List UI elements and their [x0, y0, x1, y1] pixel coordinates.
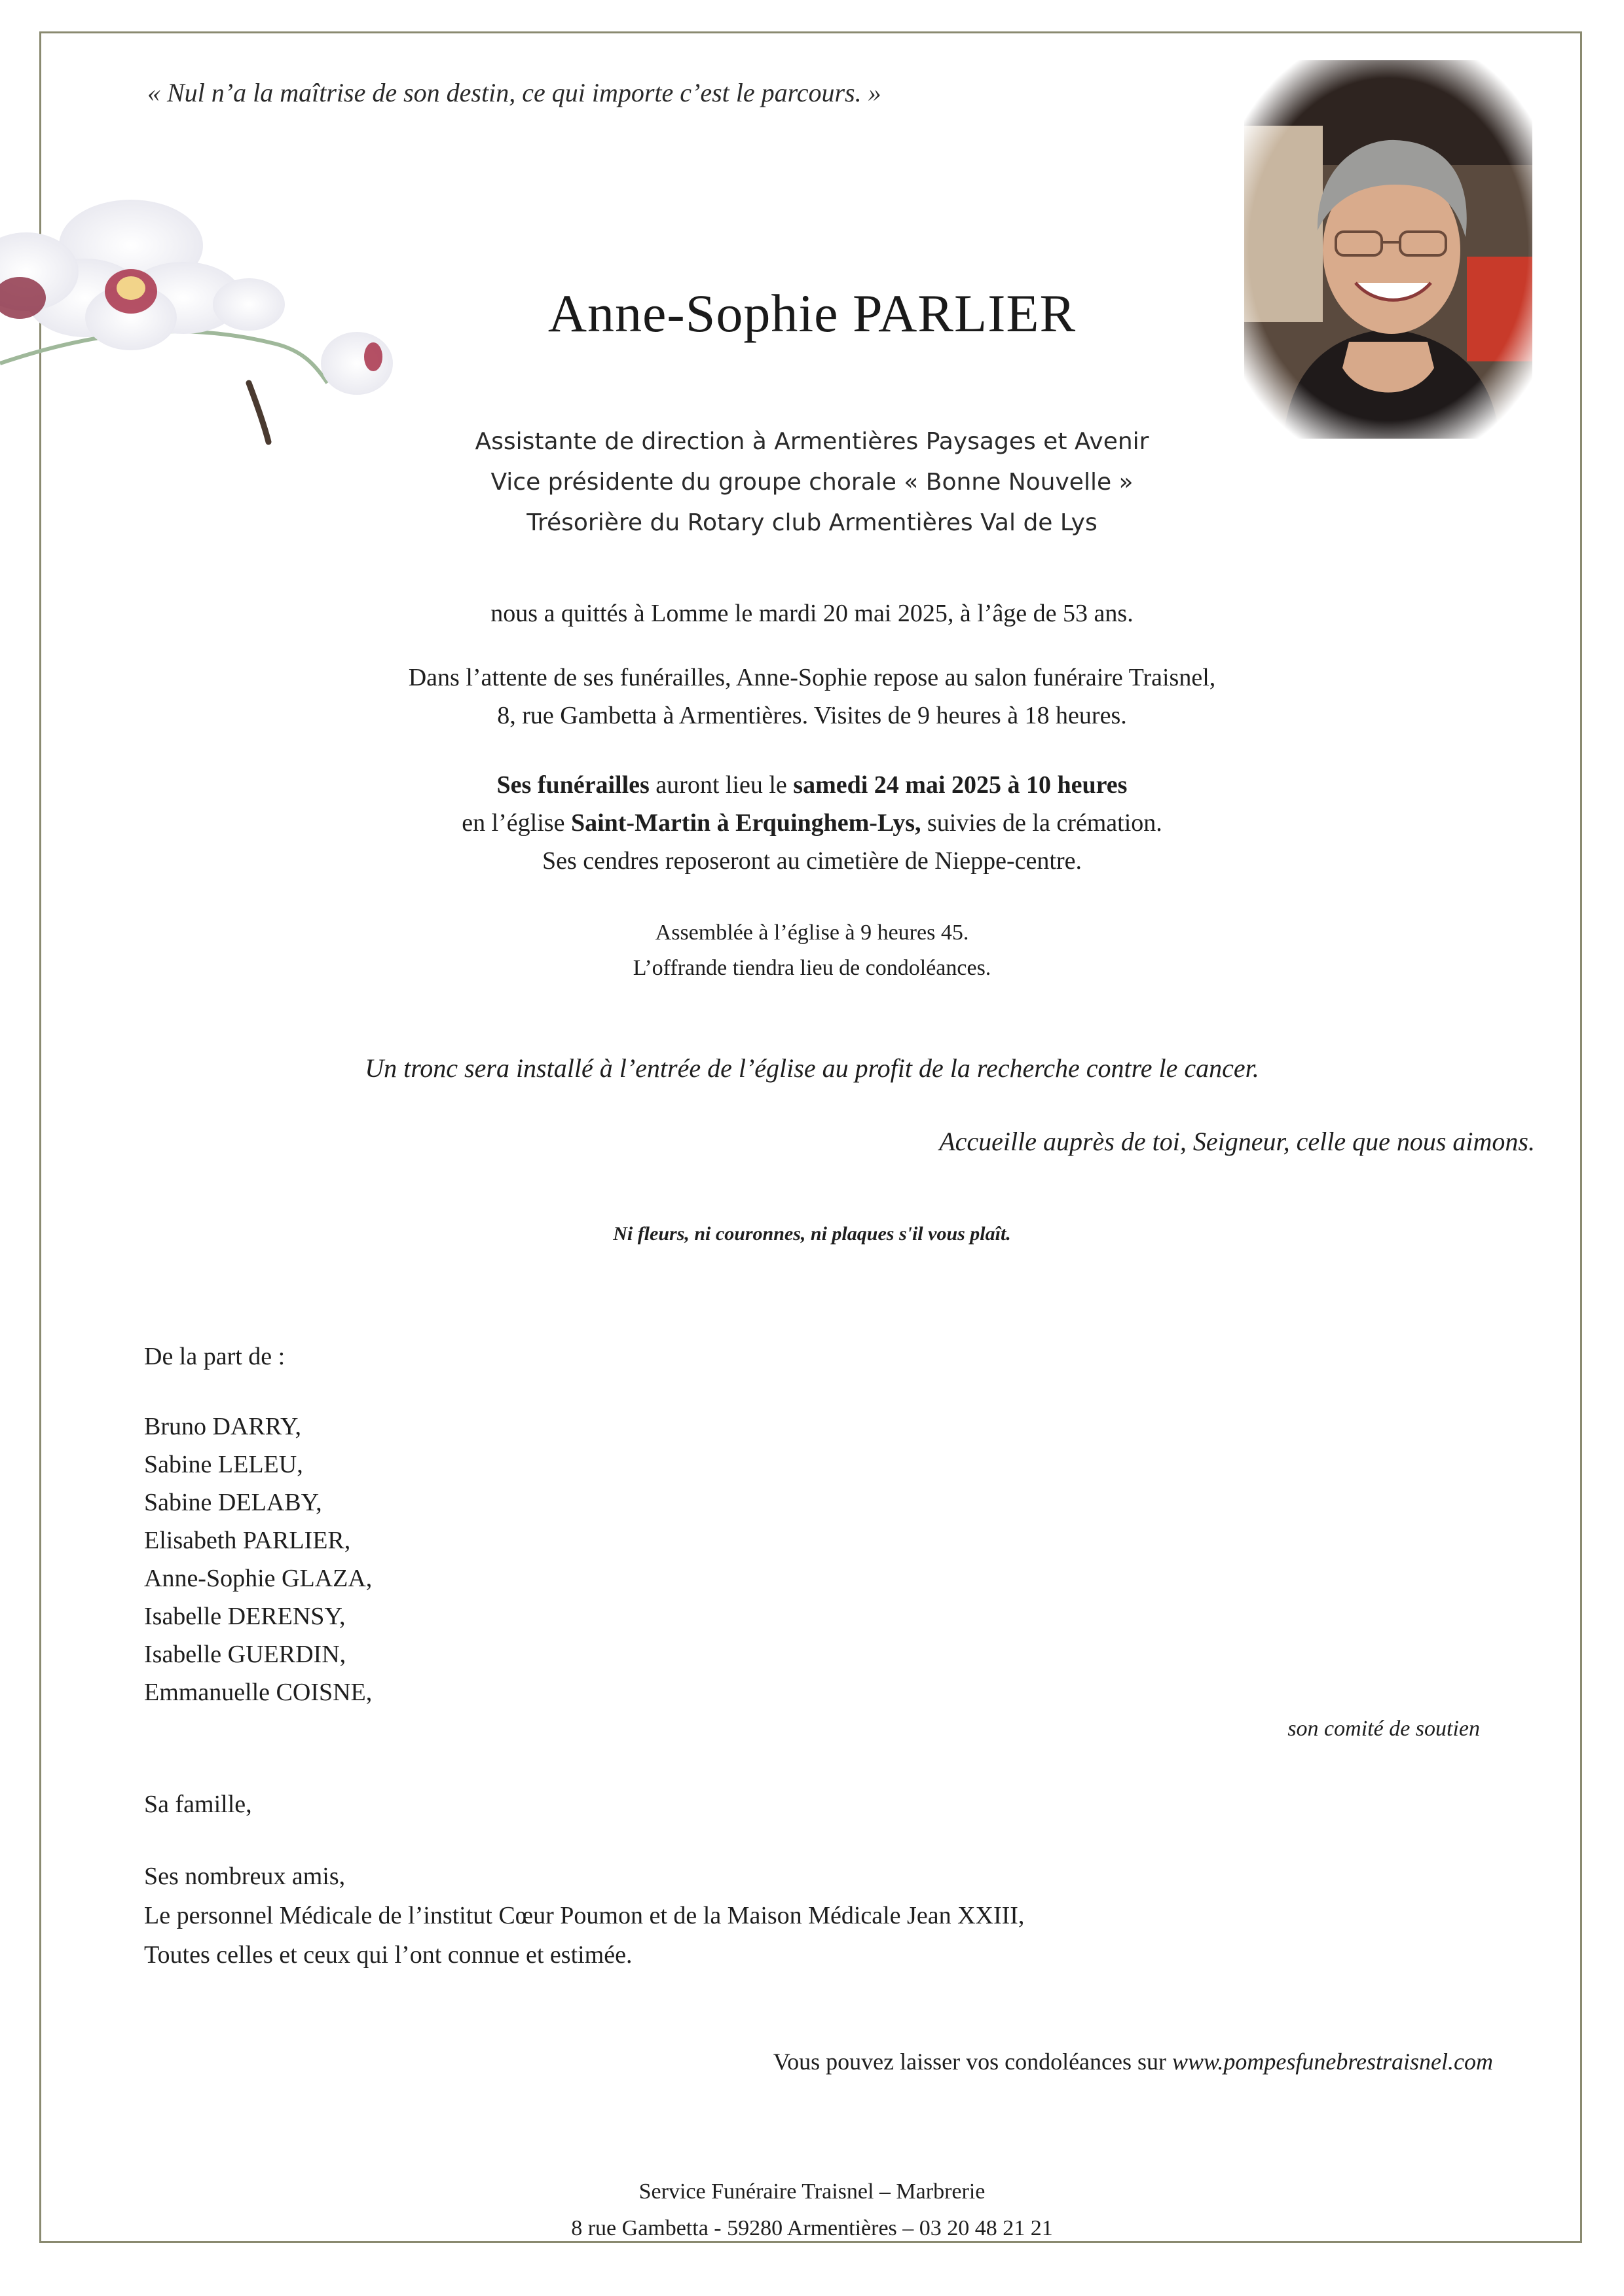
funeral-mid: auront lieu le: [649, 771, 794, 799]
offering-line: L’offrande tiendra lieu de condoléances.: [633, 956, 991, 980]
condolences-link[interactable]: www.pompesfunebrestraisnel.com: [1172, 2049, 1493, 2075]
footer-address: 8 rue Gambetta - 59280 Armentières – 03 20 48 21 21: [571, 2216, 1053, 2240]
portrait-photo: [1244, 60, 1532, 439]
role-line: Trésorière du Rotary club Armentières Val de Lys: [526, 509, 1098, 536]
committee-label: son comité de soutien: [1287, 1717, 1480, 1741]
member-name: Sabine LELEU,: [144, 1451, 303, 1478]
member-name: Isabelle GUERDIN,: [144, 1641, 346, 1668]
church-pre: en l’église: [462, 809, 571, 837]
from-label: De la part de :: [144, 1343, 286, 1370]
others-list: [144, 1857, 1024, 1975]
funeral-date: samedi 24 mai 2025 à 10 heures: [793, 771, 1128, 799]
ashes-line: Ses cendres reposeront au cimetière de Nieppe-centre.: [542, 847, 1082, 875]
funeral-date-line: [196, 766, 1428, 804]
role-line: Vice présidente du groupe chorale « Bonne Nouvelle »: [490, 469, 1134, 496]
church-post: suivies de la crémation.: [921, 809, 1162, 837]
member-name: Elisabeth PARLIER,: [144, 1527, 351, 1554]
donation-note: Un tronc sera installé à l’entrée de l’église au profit de la recherche contre le cancer.: [365, 1053, 1259, 1083]
member-name: Emmanuelle COISNE,: [144, 1679, 373, 1706]
family-line: Sa famille,: [144, 1791, 252, 1818]
rest-place-line: Dans l’attente de ses funérailles, Anne-Sophie repose au salon funéraire Traisnel,: [408, 664, 1216, 691]
member-name: Bruno DARRY,: [144, 1413, 302, 1440]
rest-place: [196, 659, 1428, 735]
orchid-decoration: [0, 167, 419, 448]
death-notice: nous a quittés à Lomme le mardi 20 mai 2025, à l’âge de 53 ans.: [490, 600, 1134, 627]
no-flowers-note: Ni fleurs, ni couronnes, ni plaques s'il vous plaît.: [613, 1223, 1011, 1245]
deceased-name: Anne-Sophie PARLIER: [547, 283, 1077, 343]
others-line: Toutes celles et ceux qui l’ont connue et estimée.: [144, 1941, 633, 1969]
assembly-info: [196, 915, 1428, 986]
others-line: Ses nombreux amis,: [144, 1863, 346, 1890]
condolences-note: [773, 2048, 1493, 2075]
others-line: Le personnel Médicale de l’institut Cœur Poumon et de la Maison Médicale Jean XXIII,: [144, 1902, 1025, 1929]
prayer-line: Accueille auprès de toi, Seigneur, celle que nous aimons.: [939, 1127, 1535, 1156]
epigraph-quote: « Nul n’a la maîtrise de son destin, ce qui importe c’est le parcours. »: [147, 78, 881, 107]
footer-company: Service Funéraire Traisnel – Marbrerie: [638, 2179, 986, 2204]
roles-list: [327, 422, 1297, 543]
member-name: Anne-Sophie GLAZA,: [144, 1565, 373, 1592]
condolences-text: Vous pouvez laisser vos condoléances sur: [773, 2049, 1173, 2075]
role-line: Assistante de direction à Armentières Paysages et Avenir: [475, 428, 1149, 455]
funeral-church-line: [196, 804, 1428, 842]
member-name: Isabelle DERENSY,: [144, 1603, 346, 1630]
funeral-details: [196, 766, 1428, 880]
footer: [196, 2174, 1428, 2247]
rest-place-line: 8, rue Gambetta à Armentières. Visites de 9 heures à 18 heures.: [497, 702, 1127, 729]
committee-members: [144, 1408, 372, 1711]
church-name: Saint-Martin à Erquinghem-Lys,: [570, 809, 921, 837]
assembly-line: Assemblée à l’église à 9 heures 45.: [655, 920, 969, 945]
member-name: Sabine DELABY,: [144, 1489, 322, 1516]
funeral-lead: Ses funérailles: [496, 771, 650, 799]
